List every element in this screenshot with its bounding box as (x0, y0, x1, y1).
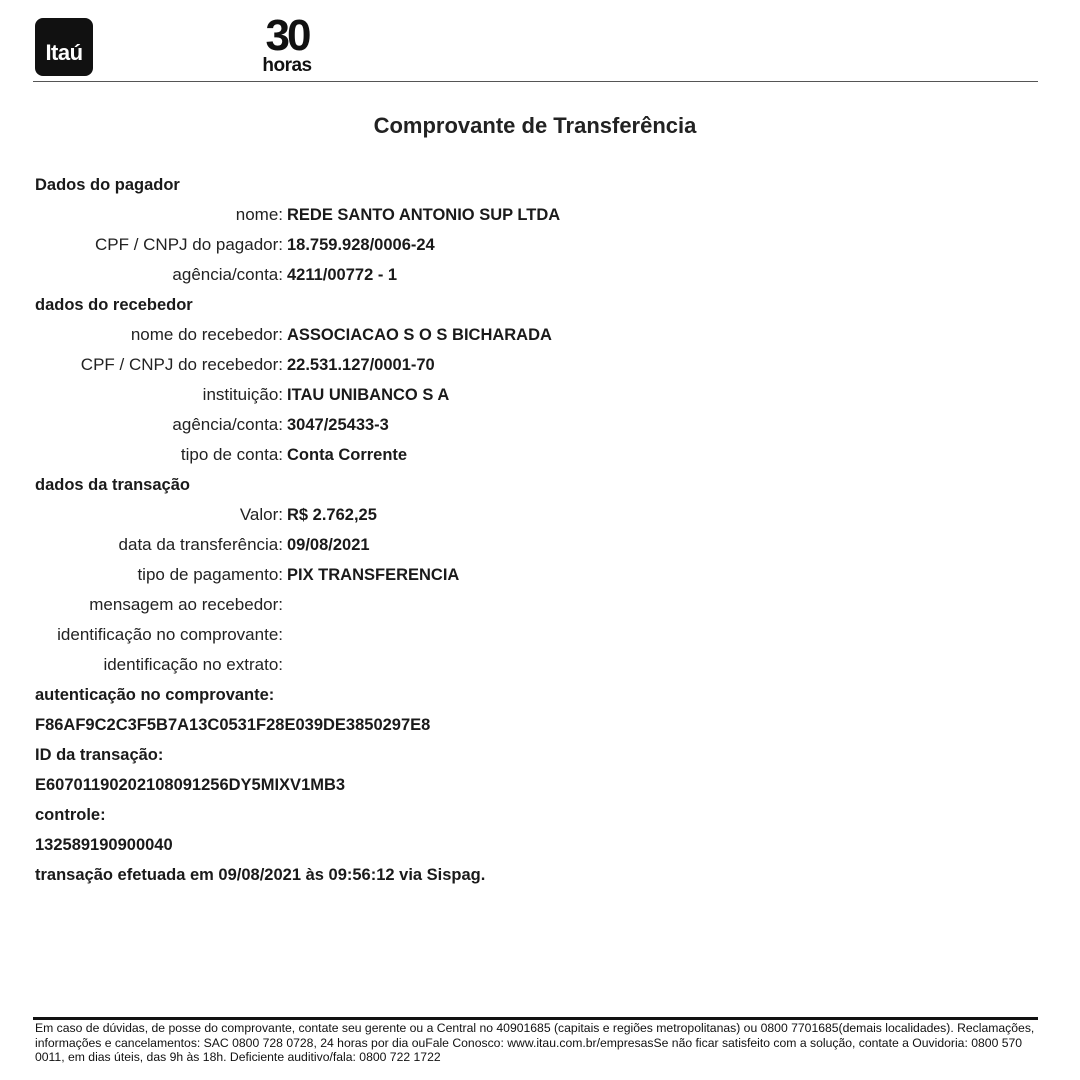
field-value: 3047/25433-3 (287, 416, 389, 434)
field-label: Valor: (239, 505, 283, 524)
footer-divider (33, 1017, 1038, 1020)
field-value: PIX TRANSFERENCIA (287, 566, 460, 584)
field-value: 09/08/2021 (287, 536, 370, 554)
field-label: identificação no extrato: (103, 655, 283, 674)
field-label: CPF / CNPJ do pagador: (94, 235, 283, 254)
payer-name-row (35, 200, 1035, 230)
30-horas-logo-number: 30 (265, 11, 309, 60)
transaction-amount-row (35, 500, 1035, 530)
recipient-name-row (35, 320, 1035, 350)
recipient-account-row (35, 410, 1035, 440)
field-value: ITAU UNIBANCO S A (287, 386, 450, 404)
30-horas-logo-word: horas (262, 55, 312, 76)
field-value: Conta Corrente (287, 446, 408, 464)
transaction-receipt-id-row (35, 620, 1035, 650)
transaction-payment-type-row (35, 560, 1035, 590)
field-label: mensagem ao recebedor: (89, 595, 283, 614)
recipient-account-type-row (35, 440, 1035, 470)
itau-logo (35, 18, 93, 76)
itau-logo-text: Itaú (45, 40, 83, 65)
transaction-id-label: ID da transação: (35, 746, 164, 764)
header (33, 11, 1038, 82)
field-label: data da transferência: (118, 535, 283, 554)
transaction-section-heading: dados da transação (35, 476, 190, 494)
field-value: 22.531.127/0001-70 (287, 356, 435, 374)
field-label: instituição: (202, 385, 283, 404)
field-value: 18.759.928/0006-24 (287, 236, 435, 254)
transaction-message-row (35, 590, 1035, 620)
field-label: agência/conta: (172, 265, 283, 284)
field-label: nome do recebedor: (130, 325, 283, 344)
field-value: 4211/00772 - 1 (287, 266, 398, 284)
transaction-date-row (35, 530, 1035, 560)
field-label: CPF / CNPJ do recebedor: (80, 355, 283, 374)
field-value: REDE SANTO ANTONIO SUP LTDA (287, 206, 561, 224)
page-title: Comprovante de Transferência (373, 113, 697, 138)
field-label: nome: (235, 205, 283, 224)
field-value: R$ 2.762,25 (287, 506, 377, 524)
control-label: controle: (35, 806, 106, 824)
footer-disclaimer: Em caso de dúvidas, de posse do comprovante, contate seu gerente ou a Central no 40901685 (capitais e regiões metropolitanas) ou 0800 7701685(demais localidades). Reclamações, informações e cancelamentos: SAC 0800 728 0728, 24 horas por dia ouFale Conosco: www.itau.com.br/empresasSe não ficar satisfeito com a solução, contate a Ouvidoria: 0800 570 0011, em dias úteis, das 9h às 18h. Deficiente auditivo/fala: 0800 722 1722 (35, 1021, 1035, 1064)
field-label: agência/conta: (172, 415, 283, 434)
payer-cnpj-row (35, 230, 1035, 260)
field-value: ASSOCIACAO S O S BICHARADA (287, 326, 552, 344)
recipient-institution-row (35, 380, 1035, 410)
payer-section-heading: Dados do pagador (35, 176, 180, 194)
recipient-section-heading: dados do recebedor (35, 296, 193, 314)
30-horas-logo (257, 11, 317, 78)
receipt-body (35, 170, 1035, 890)
header-divider (33, 81, 1038, 82)
field-label: tipo de pagamento: (137, 565, 283, 584)
payer-account-row (35, 260, 1035, 290)
execution-note: transação efetuada em 09/08/2021 às 09:56:12 via Sispag. (35, 866, 486, 884)
control-value: 132589190900040 (35, 836, 173, 854)
transaction-id-value: E60701190202108091256DY5MIXV1MB3 (35, 776, 346, 794)
field-label: tipo de conta: (180, 445, 283, 464)
recipient-cnpj-row (35, 350, 1035, 380)
authentication-label: autenticação no comprovante: (35, 686, 275, 704)
field-label: identificação no comprovante: (57, 625, 283, 644)
authentication-code: F86AF9C2C3F5B7A13C0531F28E039DE3850297E8 (35, 716, 431, 734)
transaction-statement-id-row (35, 650, 1035, 680)
